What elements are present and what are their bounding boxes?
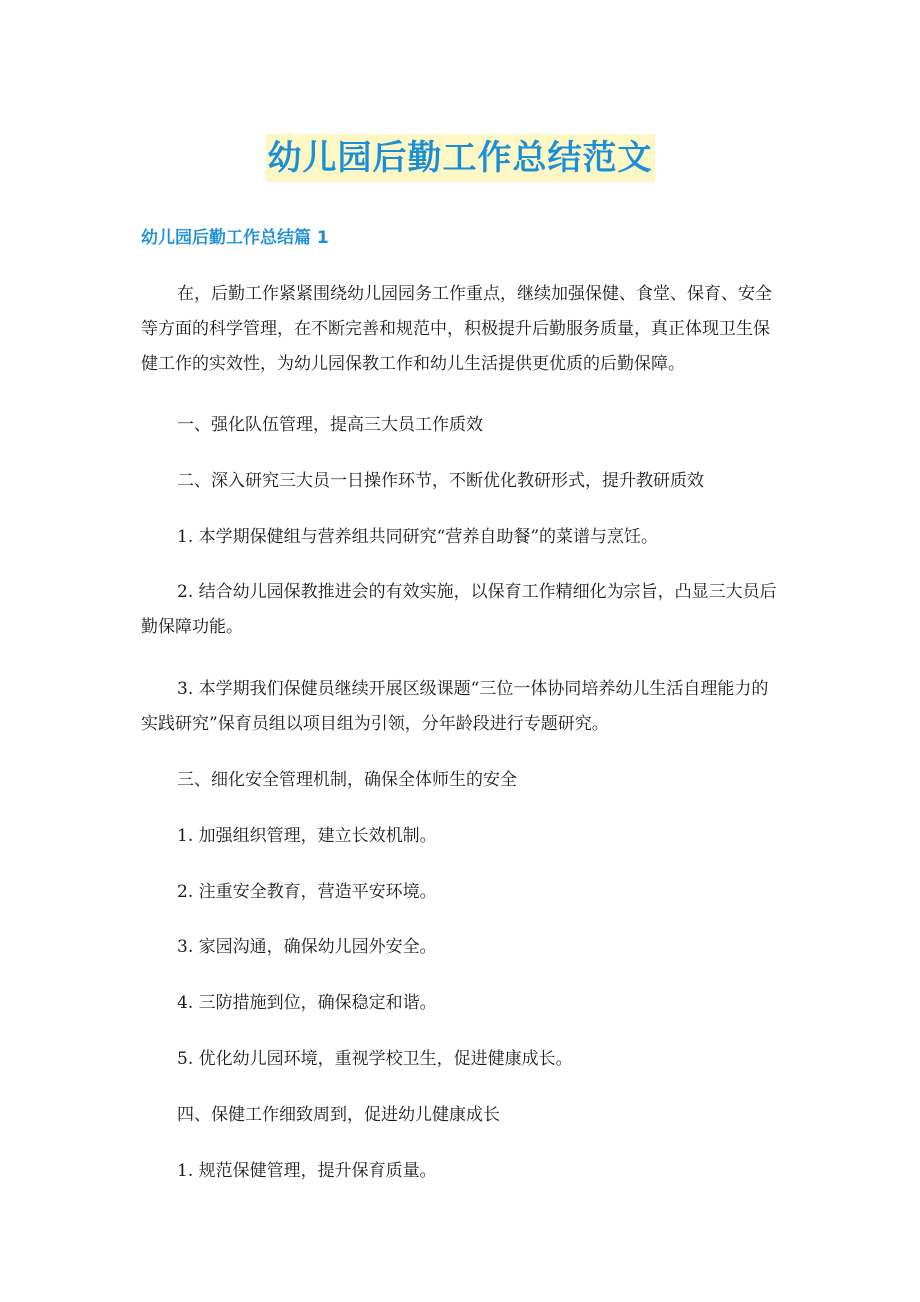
list-item: 3. 家园沟通，确保幼儿园外安全。 xyxy=(177,937,437,957)
heading-2: 二、深入研究三大员一日操作环节，不断优化教研形式，提升教研质效 xyxy=(177,471,704,491)
heading-3: 三、细化安全管理机制，确保全体师生的安全 xyxy=(177,770,517,790)
heading-1: 一、强化队伍管理，提高三大员工作质效 xyxy=(177,415,483,435)
intro-paragraph: 在，后勤工作紧紧围绕幼儿园园务工作重点，继续加强保健、食堂、保育、安全等方面的科学管理，在不断完善和规范中，积极提升后勤服务质量，真正体现卫生保健工作的实效性，为幼儿园保教工作和幼儿生活提供更优质的后勤保障。 xyxy=(141,284,772,374)
list-item: 5. 优化幼儿园环境，重视学校卫生，促进健康成长。 xyxy=(177,1049,573,1069)
list-item: 4. 三防措施到位，确保稳定和谐。 xyxy=(177,993,437,1013)
list-item: 2. 结合幼儿园保教推进会的有效实施，以保育工作精细化为宗旨，凸显三大员后勤保障功能。 xyxy=(141,582,777,637)
list-item: 3. 本学期我们保健员继续开展区级课题“三位一体协同培养幼儿生活自理能力的实践研究”保育员组以项目组为引领，分年龄段进行专题研究。 xyxy=(141,679,769,734)
section-heading: 幼儿园后勤工作总结篇 1 xyxy=(141,228,329,248)
list-item: 1. 本学期保健组与营养组共同研究“营养自助餐”的菜谱与烹饪。 xyxy=(177,527,659,547)
title-wrapper xyxy=(0,134,920,182)
list-item: 1. 规范保健管理，提升保育质量。 xyxy=(177,1161,437,1181)
list-item: 1. 加强组织管理，建立长效机制。 xyxy=(177,826,437,846)
document-title: 幼儿园后勤工作总结范文 xyxy=(266,134,655,182)
list-item: 2. 注重安全教育，营造平安环境。 xyxy=(177,882,437,902)
heading-4: 四、保健工作细致周到，促进幼儿健康成长 xyxy=(177,1105,500,1125)
